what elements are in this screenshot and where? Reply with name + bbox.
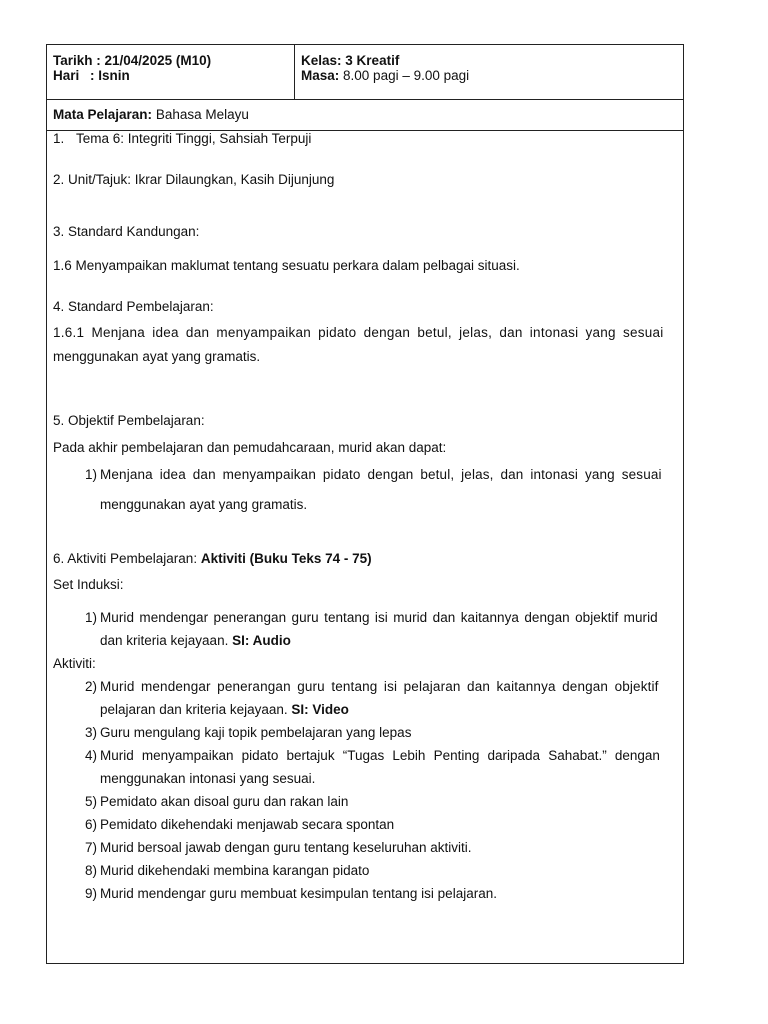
induksi-line2-bold: SI: Audio	[232, 633, 291, 648]
tema-num: 1.	[53, 131, 65, 146]
masa-line	[301, 68, 677, 83]
objektif-item-line1: Menjana idea dan menyampaikan pidato dengan betul, jelas, dan intonasi yang sesuai	[100, 467, 662, 482]
item3-num: 3)	[84, 725, 97, 740]
aktiviti-heading	[53, 551, 677, 567]
item4-line2: menggunakan intonasi yang sesuai.	[100, 771, 316, 786]
item4-line1: Murid menyampaikan pidato bertajuk “Tugas Lebih Penting daripada Sahabat.” dengan	[100, 748, 660, 763]
induksi-line1: Murid mendengar penerangan guru tentang isi murid dan kaitannya dengan objektif murid	[100, 610, 658, 625]
kelas-value: 3 Kreatif	[345, 53, 400, 68]
hari-value: : Isnin	[90, 68, 130, 83]
objektif-item-line2: menggunakan ayat yang gramatis.	[100, 497, 308, 512]
aktiviti-heading-prefix: 6. Aktiviti Pembelajaran:	[53, 551, 201, 566]
unit-line: 2. Unit/Tajuk: Ikrar Dilaungkan, Kasih Dijunjung	[53, 172, 335, 187]
masa-value: 8.00 pagi – 9.00 pagi	[343, 68, 470, 83]
sp-heading: 4. Standard Pembelajaran:	[53, 299, 214, 314]
item3-text: Guru mengulang kaji topik pembelajaran yang lepas	[100, 725, 412, 740]
aktiviti-label: Aktiviti:	[53, 656, 96, 671]
sk-heading: 3. Standard Kandungan:	[53, 224, 200, 239]
item2-num: 2)	[84, 679, 97, 694]
item7-text: Murid bersoal jawab dengan guru tentang keseluruhan aktiviti.	[100, 840, 472, 855]
item9-num: 9)	[84, 886, 97, 901]
item8-num: 8)	[84, 863, 97, 878]
item2-line2-bold: SI: Video	[291, 702, 349, 717]
item2-line2-wrap	[100, 702, 677, 718]
subject-row	[47, 100, 683, 131]
class-cell	[295, 45, 683, 99]
tarikh-value: : 21/04/2025 (M10)	[96, 53, 212, 68]
subject-value: Bahasa Melayu	[155, 107, 249, 122]
kelas-label: Kelas:	[301, 53, 342, 68]
tarikh-label: Tarikh	[53, 53, 93, 68]
sk-text: 1.6 Menyampaikan maklumat tentang sesuatu perkara dalam pelbagai situasi.	[53, 258, 520, 273]
lesson-plan-table	[46, 44, 684, 964]
item7-num: 7)	[84, 840, 97, 855]
item8-text: Murid dikehendaki membina karangan pidato	[100, 863, 370, 878]
item6-text: Pemidato dikehendaki menjawab secara spontan	[100, 817, 395, 832]
induksi-line2-wrap	[100, 633, 677, 649]
subject-label: Mata Pelajaran:	[53, 107, 153, 122]
item9-text: Murid mendengar guru membuat kesimpulan tentang isi pelajaran.	[100, 886, 497, 901]
tema-line	[53, 131, 677, 147]
kelas-line	[301, 53, 677, 68]
induksi-item-num: 1)	[84, 610, 97, 625]
objektif-heading: 5. Objektif Pembelajaran:	[53, 413, 205, 428]
sp-text-line2: menggunakan ayat yang gramatis.	[53, 349, 261, 364]
objektif-item-num: 1)	[84, 467, 97, 482]
set-induksi-label: Set Induksi:	[53, 577, 124, 592]
tema-text: Tema 6: Integriti Tinggi, Sahsiah Terpuji	[76, 131, 312, 146]
item6-num: 6)	[84, 817, 97, 832]
objektif-intro: Pada akhir pembelajaran dan pemudahcaraan, murid akan dapat:	[53, 440, 447, 455]
date-cell	[47, 45, 295, 99]
item4-num: 4)	[84, 748, 97, 763]
item2-line2: pelajaran dan kriteria kejayaan.	[100, 702, 292, 717]
sp-text-line1: 1.6.1 Menjana idea dan menyampaikan pidato dengan betul, jelas, dan intonasi yang sesuai	[53, 325, 664, 340]
induksi-line2: dan kriteria kejayaan.	[100, 633, 233, 648]
item5-num: 5)	[84, 794, 97, 809]
hari-label: Hari	[53, 68, 80, 83]
hari-line	[53, 68, 288, 83]
masa-label: Masa:	[301, 68, 340, 83]
tarikh-line	[53, 53, 288, 68]
header-row	[47, 45, 683, 100]
item5-text: Pemidato akan disoal guru dan rakan lain	[100, 794, 349, 809]
item2-line1: Murid mendengar penerangan guru tentang isi pelajaran dan kaitannya dengan objektif	[100, 679, 659, 694]
aktiviti-heading-bold: Aktiviti (Buku Teks 74 - 75)	[200, 551, 372, 566]
